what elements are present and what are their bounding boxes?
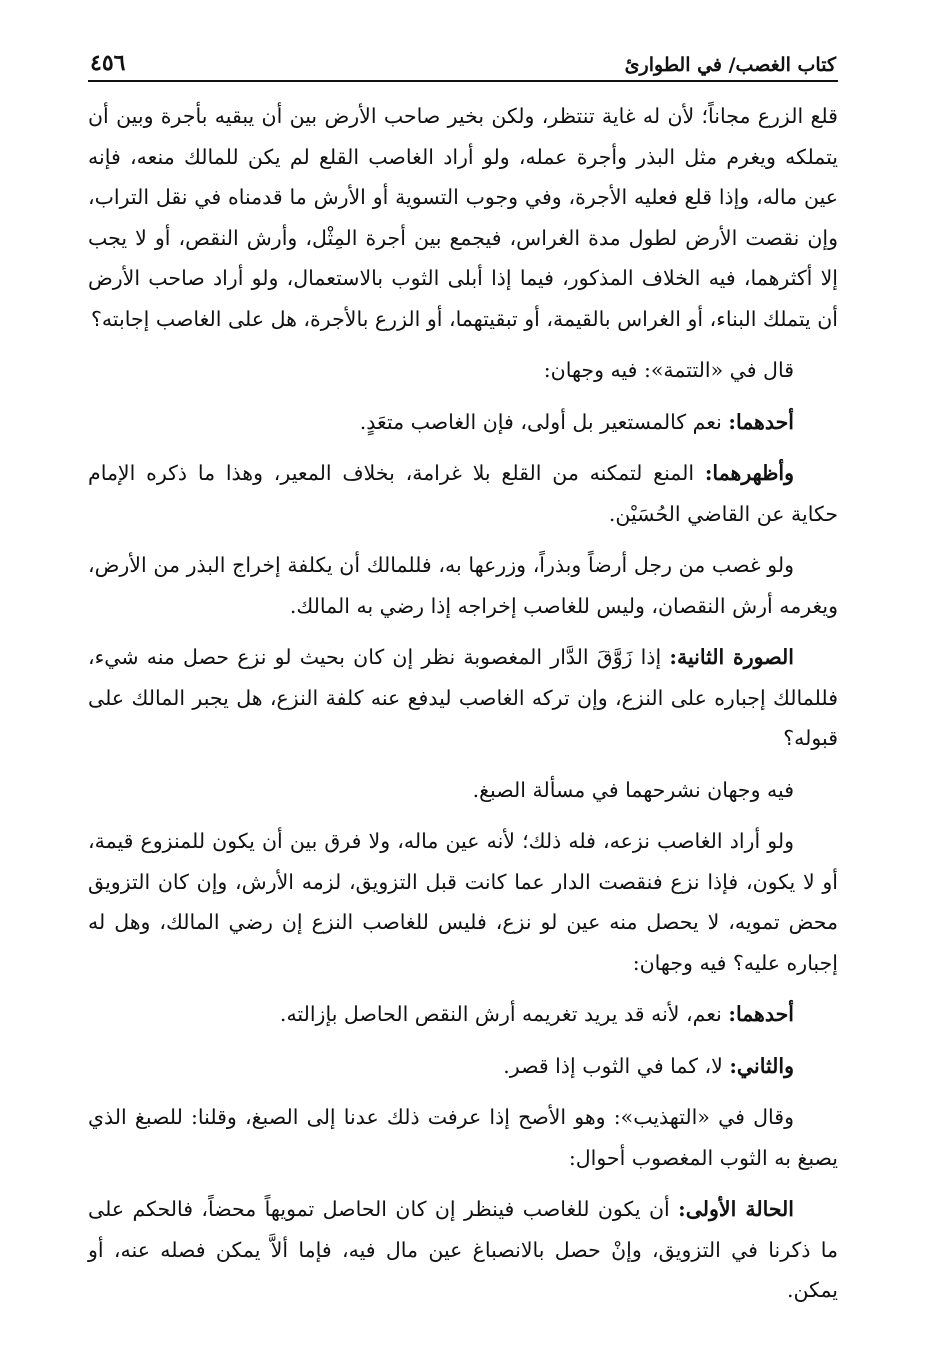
paragraph <box>88 821 838 983</box>
paragraph-text: نعم كالمستعير بل أولى، فإن الغاصب متعَدٍ. <box>359 409 729 434</box>
paragraph-text: قلع الزرع مجاناً؛ لأن له غاية تنتظر، ولكن بخير صاحب الأرض بين أن يبقيه بأجرة وبين أن يتملكه ويغرم مثل البذر وأجرة عمله، ولو أراد الغاصب القلع لم يكن للمالك منعه، فإنه عين ماله، وإذا قلع فعليه الأجرة، وفي وجوب التسوية أو الأرش ما قدمناه في نقل التراب، وإن نقصت الأرض لطول مدة الغراس، فيجمع بين أجرة المِثْل، وأرش النقص، أو لا يجب إلا أكثرهما، فيه الخلاف المذكور، فيما إذا أبلى الثوب بالاستعمال، ولو أراد صاحب الأرض أن يتملك البناء، أو الغراس بالقيمة، أو تبقيتهما، أو الزرع بالأجرة، هل على الغاصب إجابته؟ <box>88 104 838 331</box>
paragraph-text: أن يكون للغاصب فينظر إن كان الحاصل تمويهاً محضاً، فالحكم على ما ذكرنا في التزويق، وإنْ حصل بالانصباغ عين مال فيه، فإما ألاَّ يمكن فصله عنه، أو يمكن. <box>88 1197 838 1302</box>
paragraph-text: وقال في «التهذيب»: وهو الأصح إذا عرفت ذلك عدنا إلى الصبغ، وقلنا: للصبغ الذي يصبغ به الثوب المغصوب أحوال: <box>88 1105 838 1170</box>
paragraph <box>88 545 838 626</box>
paragraph <box>88 350 838 391</box>
paragraph <box>88 402 838 443</box>
paragraph-text: فيه وجهان نشرحهما في مسألة الصبغ. <box>472 777 794 802</box>
paragraph <box>88 1097 838 1178</box>
paragraph <box>88 637 838 759</box>
page-header <box>88 36 838 82</box>
paragraph-lead: أحدهما: <box>728 1002 794 1026</box>
paragraph-text: ولو أراد الغاصب نزعه، فله ذلك؛ لأنه عين ماله، ولا فرق بين أن يكون للمنزوع قيمة، أو لا يكون، فإذا نزع فنقصت الدار عما كانت قبل التزويق، لزمه الأرش، وإن كان التزويق محض تمويه، لا يحصل منه عين لو نزع، فليس للغاصب النزع إن رضي المالك، وهل له إجباره عليه؟ فيه وجهان: <box>88 829 838 975</box>
page-number: ٤٥٦ <box>90 50 126 76</box>
document-body <box>88 96 838 1311</box>
paragraph-text: ولو غصب من رجل أرضاً وبذراً، وزرعها به، فللمالك أن يكلفة إخراج البذر من الأرض، ويغرمه أرش النقصان، وليس للغاصب إخراجه إذا رضي به المالك. <box>88 553 838 618</box>
paragraph-text: قال في «التتمة»: فيه وجهان: <box>543 358 794 382</box>
paragraph-text: إذا زَوَّقَ الدَّار المغصوبة نظر إن كان بحيث لو نزع حصل منه شيء، فللمالك إجباره على النزع، وإن تركه الغاصب ليدفع عنه كلفة النزع، هل يجبر المالك على قبوله؟ <box>88 645 838 750</box>
paragraph <box>88 96 838 339</box>
paragraph-text: المنع لتمكنه من القلع بلا غرامة، بخلاف المعير، وهذا ما ذكره الإمام حكاية عن القاضي الحُسَيْن. <box>88 461 838 526</box>
paragraph-lead: أحدهما: <box>728 409 794 434</box>
paragraph <box>88 994 838 1035</box>
paragraph-lead: الصورة الثانية: <box>669 645 794 669</box>
paragraph-lead: وأظهرهما: <box>704 461 794 485</box>
paragraph <box>88 770 838 811</box>
document-page <box>88 36 838 1322</box>
paragraph-lead: والثاني: <box>729 1053 794 1078</box>
paragraph-text: نعم، لأنه قد يريد تغريمه أرش النقص الحاصل بإزالته. <box>279 1002 729 1026</box>
paragraph-text: لا، كما في الثوب إذا قصر. <box>503 1053 730 1078</box>
running-title: كتاب الغصب/ في الطوارئ <box>624 54 836 76</box>
paragraph <box>88 1189 838 1311</box>
paragraph <box>88 1046 838 1087</box>
paragraph <box>88 453 838 534</box>
paragraph-lead: الحالة الأولى: <box>678 1197 795 1221</box>
